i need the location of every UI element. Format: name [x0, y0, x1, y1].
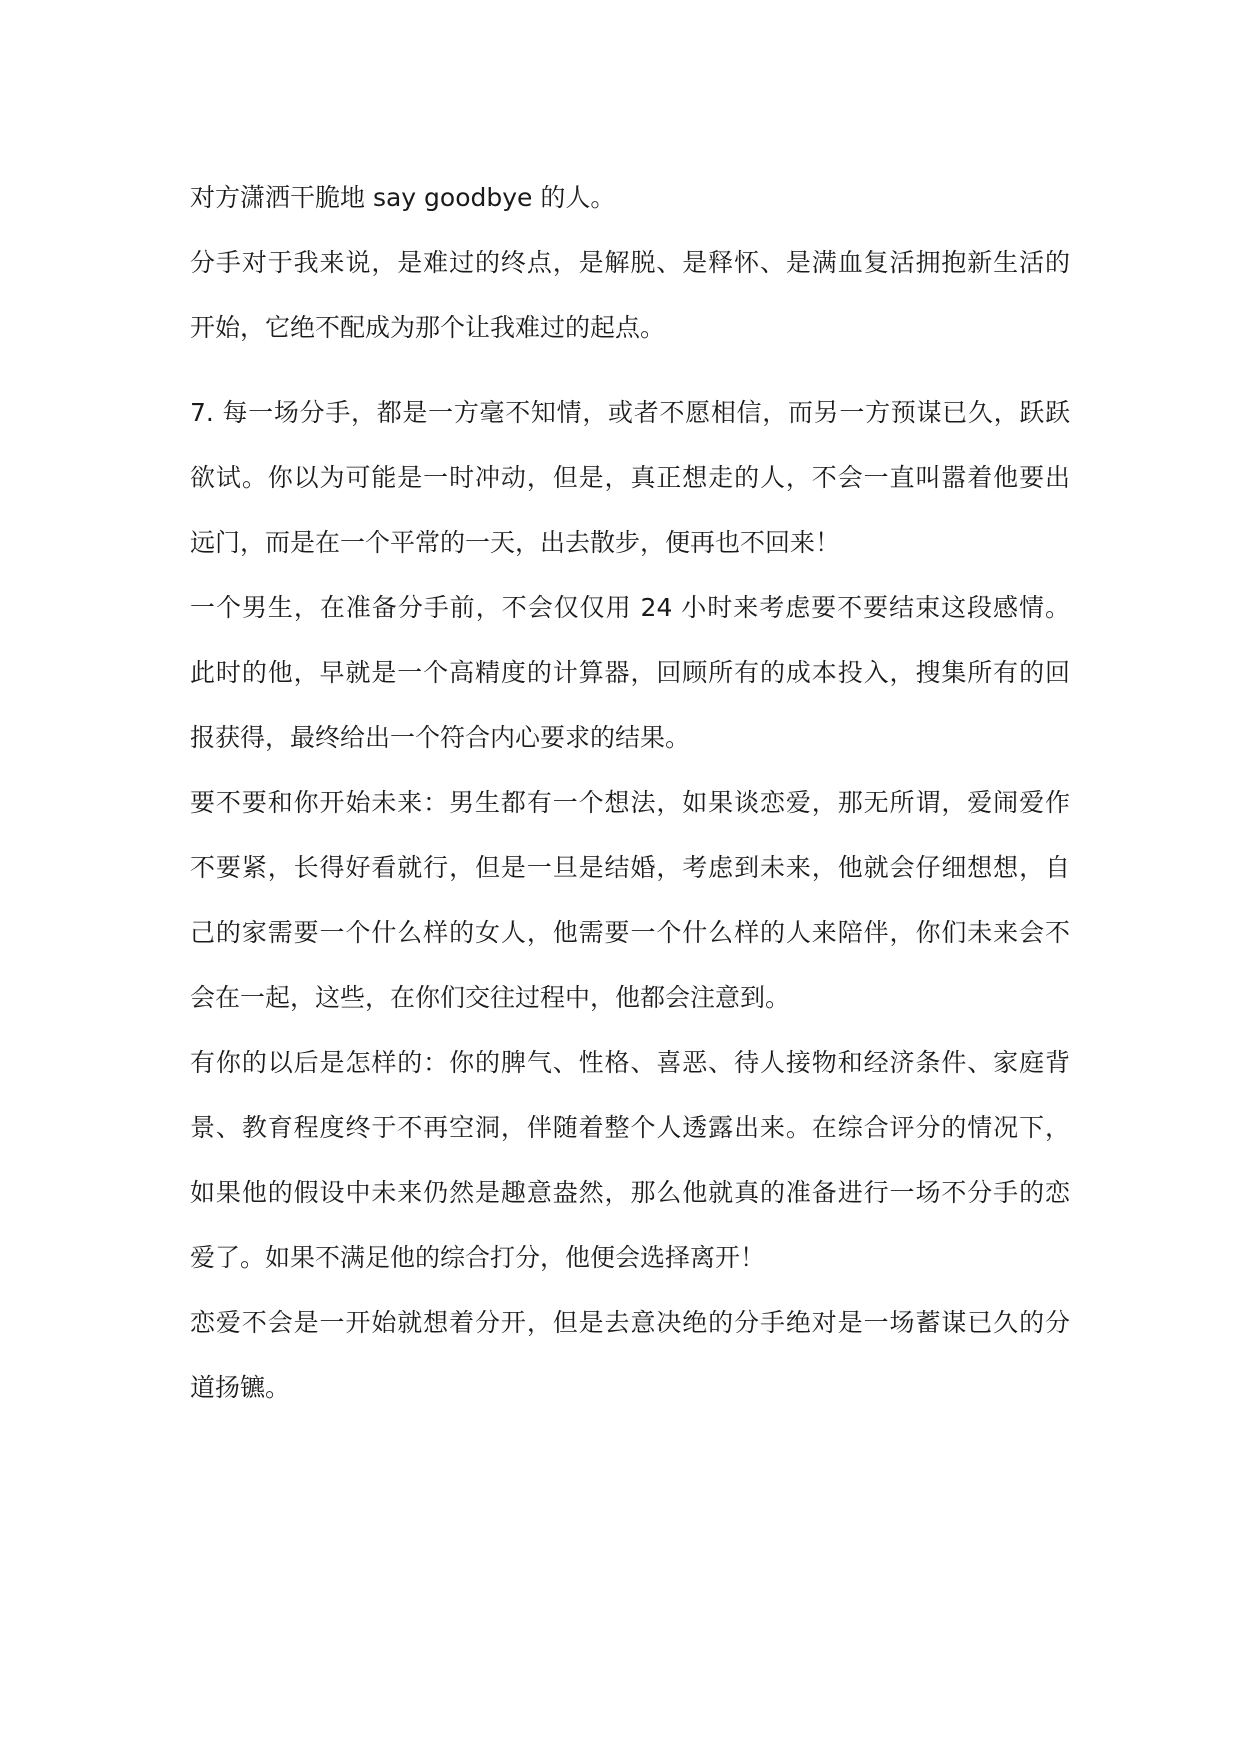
- text-line: 景、教育程度终于不再空洞，伴随着整个人透露出来。在综合评分的情况下，: [190, 1113, 1070, 1142]
- text-line: 欲试。你以为可能是一时冲动，但是，真正想走的人，不会一直叫嚣着他要出: [190, 463, 1070, 492]
- text-line: 要不要和你开始未来：男生都有一个想法，如果谈恋爱，那无所谓，爱闹爱作: [190, 788, 1070, 817]
- text-line: 有你的以后是怎样的：你的脾气、性格、喜恶、待人接物和经济条件、家庭背: [190, 1048, 1070, 1077]
- text-line: 对方潇洒干脆地 say goodbye 的人。: [190, 183, 616, 212]
- paragraph-5: [190, 770, 1070, 1030]
- paragraph-7: [190, 1290, 1070, 1420]
- text-line: 此时的他，早就是一个高精度的计算器，回顾所有的成本投入，搜集所有的回: [190, 658, 1070, 687]
- paragraph-2: [190, 230, 1070, 360]
- text-line: 己的家需要一个什么样的女人，他需要一个什么样的人来陪伴，你们未来会不: [190, 918, 1070, 947]
- text-line: 道扬镳。: [190, 1373, 291, 1402]
- paragraph-4: [190, 575, 1070, 770]
- paragraph-1: [190, 165, 1070, 230]
- text-line: 如果他的假设中未来仍然是趣意盎然，那么他就真的准备进行一场不分手的恋: [190, 1178, 1070, 1207]
- text-line: 7. 每一场分手，都是一方毫不知情，或者不愿相信，而另一方预谋已久，跃跃: [190, 398, 1070, 427]
- text-line: 报获得，最终给出一个符合内心要求的结果。: [190, 723, 691, 752]
- text-line: 分手对于我来说，是难过的终点，是解脱、是释怀、是满血复活拥抱新生活的: [190, 248, 1070, 277]
- text-line: 不要紧，长得好看就行，但是一旦是结婚，考虑到未来，他就会仔细想想，自: [190, 853, 1070, 882]
- text-line: 一个男生，在准备分手前，不会仅仅用 24 小时来考虑要不要结束这段感情。: [190, 593, 1070, 622]
- paragraph-6: [190, 1030, 1070, 1290]
- text-line: 爱了。如果不满足他的综合打分，他便会选择离开！: [190, 1243, 766, 1272]
- text-line: 开始，它绝不配成为那个让我难过的起点。: [190, 313, 666, 342]
- text-line: 恋爱不会是一开始就想着分开，但是去意决绝的分手绝对是一场蓄谋已久的分: [190, 1308, 1070, 1337]
- paragraph-gap: [190, 360, 1070, 380]
- text-line: 会在一起，这些，在你们交往过程中，他都会注意到。: [190, 983, 791, 1012]
- text-line: 远门，而是在一个平常的一天，出去散步，便再也不回来！: [190, 528, 841, 557]
- paragraph-3: [190, 380, 1070, 575]
- document-body: [190, 165, 1070, 1420]
